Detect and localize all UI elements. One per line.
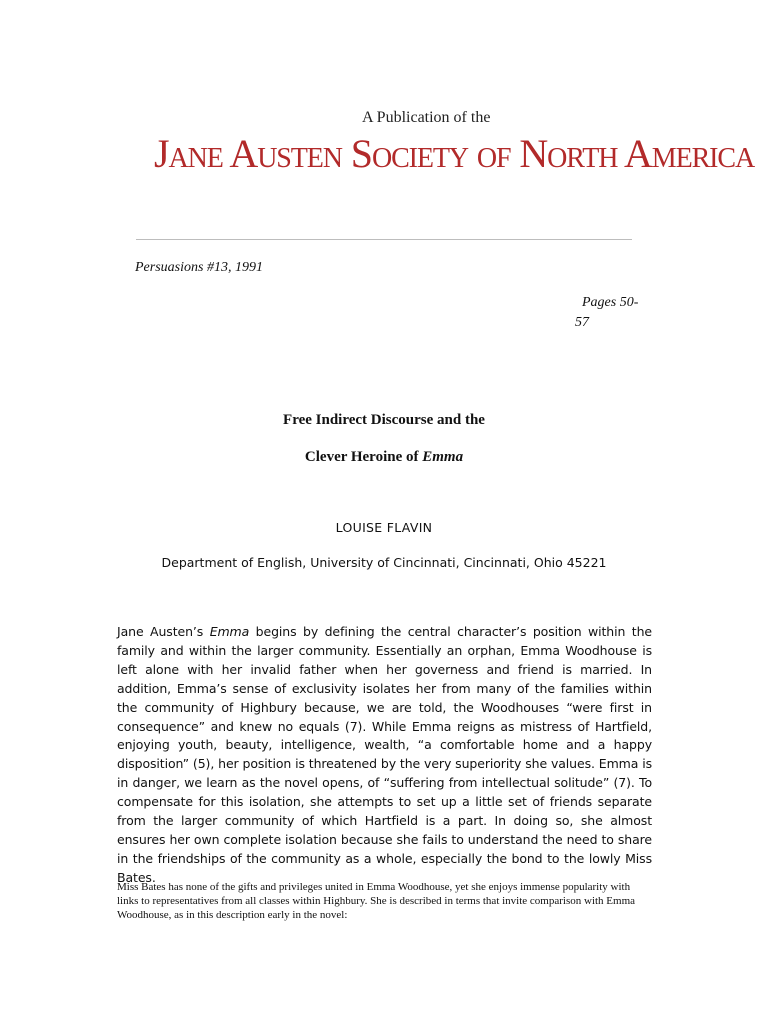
- body-paragraph-2: Miss Bates has none of the gifts and privileges united in Emma Woodhouse, yet she enjoys immense popularity with links to representatives from all classes within Highbury. She is described in terms that invite comparison with Emma Woodhouse, as in this description early in the novel:: [117, 881, 636, 921]
- body-paragraph-1: [117, 623, 652, 888]
- page-range: Pages 50-57: [575, 295, 639, 330]
- journal-citation: Persuasions #13, 1991: [135, 260, 263, 275]
- article-title-line1: Free Indirect Discourse and the: [283, 412, 485, 428]
- society-title: Jane Austen Society of North America: [154, 131, 755, 176]
- article-title-italic: Emma: [422, 449, 464, 465]
- para1-italic-title: Emma: [209, 624, 250, 639]
- author-name: LOUISE FLAVIN: [335, 520, 433, 535]
- author-affiliation: Department of English, University of Cincinnati, Cincinnati, Ohio 45221: [161, 555, 607, 570]
- para1-text: begins by defining the central character’s position within the family and within the larger community. Essentially an orphan, Emma Woodhouse is left alone with her invalid father when her governess and friend is married. In addition, Emma’s sense of exclusivity isolates her from many of the families within the community of Highbury because, we are told, the Woodhouses “were first in consequence” and knew no equals (7). While Emma reigns as mistress of Hartfield, enjoying youth, beauty, intelligence, wealth, “a comfortable home and a happy disposition” (5), her position is threatened by the very superiority she values. Emma is in danger, we learn as the novel opens, of “suffering from intellectual solitude” (7). To compensate for this isolation, she attempts to set up a little set of friends separate from the larger community of which Hartfield is a part. In doing so, she almost ensures her own complete isolation because she fails to understand the need to share in the friendships of the community as a whole, especially the bond to the lowly Miss Bates.: [117, 624, 653, 885]
- para1-prefix: Jane Austen’s: [117, 624, 210, 639]
- article-title-prefix: Clever Heroine of: [304, 449, 423, 465]
- publication-line: A Publication of the: [362, 109, 491, 126]
- header-divider: [136, 239, 632, 240]
- article-title-line2: [0, 449, 768, 466]
